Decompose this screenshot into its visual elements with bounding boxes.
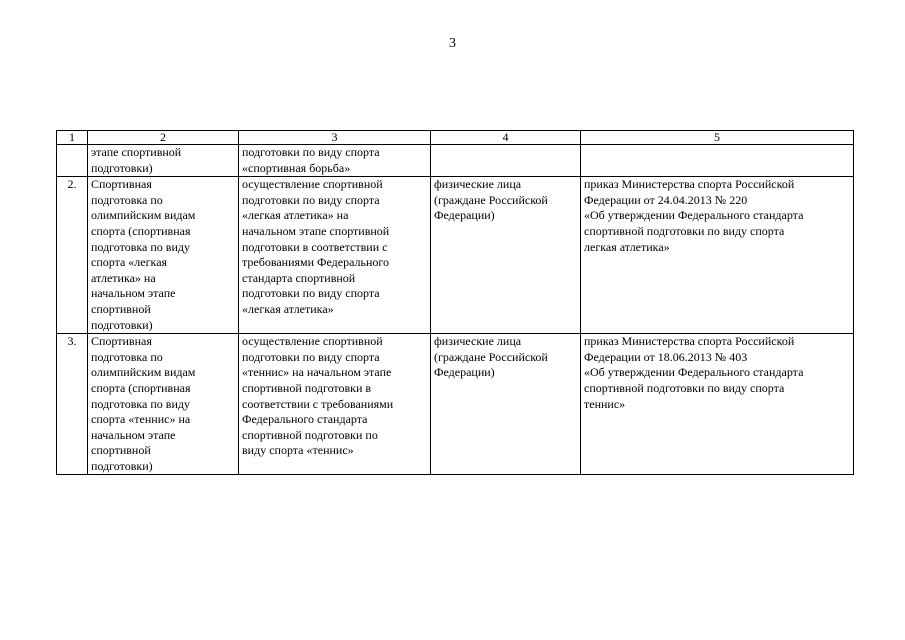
column-header-4: 4 [431,131,581,145]
legal-basis-cell: приказ Министерства спорта Российской Федерации от 18.06.2013 № 403 «Об утверждении Федерального стандарта спортивной подготовки по виду спорта теннис» [581,334,854,475]
column-header-1: 1 [57,131,88,145]
recipients-cell: физические лица (граждане Российской Федерации) [431,334,581,475]
service-name-cell: Спортивная подготовка по олимпийским видам спорта (спортивная подготовка по виду спорта «легкая атлетика» на начальном этапе спортивной подготовки) [88,177,239,334]
recipients-cell: физические лица (граждане Российской Федерации) [431,177,581,334]
service-content-cell: подготовки по виду спорта «спортивная борьба» [239,145,431,177]
row-number: 2. [57,177,88,334]
service-name-cell: этапе спортивной подготовки) [88,145,239,177]
service-content-cell: осуществление спортивной подготовки по виду спорта «легкая атлетика» на начальном этапе спортивной подготовки в соответствии с требованиями Федерального стандарта спортивной подготовки по виду спорта «легкая атлетика» [239,177,431,334]
recipients-cell [431,145,581,177]
legal-basis-cell: приказ Министерства спорта Российской Федерации от 24.04.2013 № 220 «Об утверждении Федерального стандарта спортивной подготовки по виду спорта легкая атлетика» [581,177,854,334]
service-name-cell: Спортивная подготовка по олимпийским видам спорта (спортивная подготовка по виду спорта «теннис» на начальном этапе спортивной подготовки) [88,334,239,475]
table-row [57,177,854,334]
column-header-5: 5 [581,131,854,145]
page-number: 3 [449,36,456,51]
services-table [56,130,854,475]
row-number [57,145,88,177]
table-header-row [57,131,854,145]
table-row [57,145,854,177]
table-row [57,334,854,475]
service-content-cell: осуществление спортивной подготовки по виду спорта «теннис» на начальном этапе спортивной подготовки в соответствии с требованиями Федерального стандарта спортивной подготовки по виду спорта «теннис» [239,334,431,475]
row-number: 3. [57,334,88,475]
legal-basis-cell [581,145,854,177]
column-header-3: 3 [239,131,431,145]
column-header-2: 2 [88,131,239,145]
